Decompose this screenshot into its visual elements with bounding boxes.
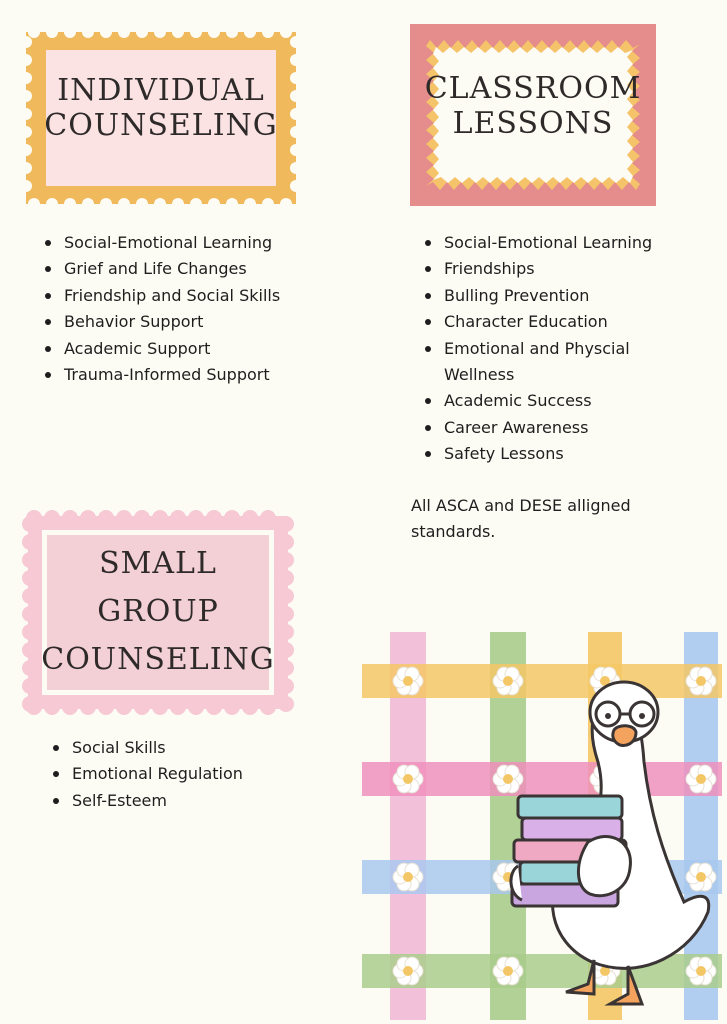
list-item: Emotional and Physcial <box>420 336 700 362</box>
classroom-title-line2: LESSONS <box>452 105 614 141</box>
individual-title-line1: INDIVIDUAL <box>57 73 265 108</box>
standards-note-line2: standards. <box>411 522 496 541</box>
small-group-counseling-header <box>22 510 294 715</box>
list-item: Wellness <box>444 365 515 385</box>
list-item: Academic Support <box>40 336 320 362</box>
individual-services-list <box>40 230 320 388</box>
goose-with-books-icon <box>362 632 722 1020</box>
list-item: Bulling Prevention <box>420 283 700 309</box>
individual-title-line2: COUNSELING <box>44 107 278 143</box>
goose-with-books-illustration <box>362 632 722 1020</box>
list-item: Friendships <box>420 256 700 282</box>
list-item: Character Education <box>420 309 700 335</box>
list-item: Emotional Regulation <box>48 761 328 787</box>
list-item: Self-Esteem <box>48 788 328 814</box>
small-group-topics-list <box>48 735 328 814</box>
small-group-title-line2: GROUP <box>97 594 219 629</box>
list-item: Social-Emotional Learning <box>420 230 700 256</box>
list-item: Behavior Support <box>40 309 320 335</box>
small-group-title-line1: SMALL <box>99 546 217 581</box>
list-item: Trauma-Informed Support <box>40 362 320 388</box>
small-group-title-line3: COUNSELING <box>41 642 275 677</box>
standards-note-line1: All ASCA and DESE alligned <box>411 496 631 515</box>
individual-counseling-header <box>22 28 300 208</box>
list-item: Friendship and Social Skills <box>40 283 320 309</box>
classroom-title-line1: CLASSROOM <box>424 71 642 106</box>
list-item: Grief and Life Changes <box>40 256 320 282</box>
list-item: Social-Emotional Learning <box>40 230 320 256</box>
list-item: Safety Lessons <box>420 441 700 467</box>
classroom-lessons-list <box>420 230 700 468</box>
list-item: Career Awareness <box>420 415 700 441</box>
list-item: Social Skills <box>48 735 328 761</box>
standards-note <box>411 493 671 545</box>
classroom-lessons-header <box>410 24 656 206</box>
list-item: Academic Success <box>420 388 700 414</box>
